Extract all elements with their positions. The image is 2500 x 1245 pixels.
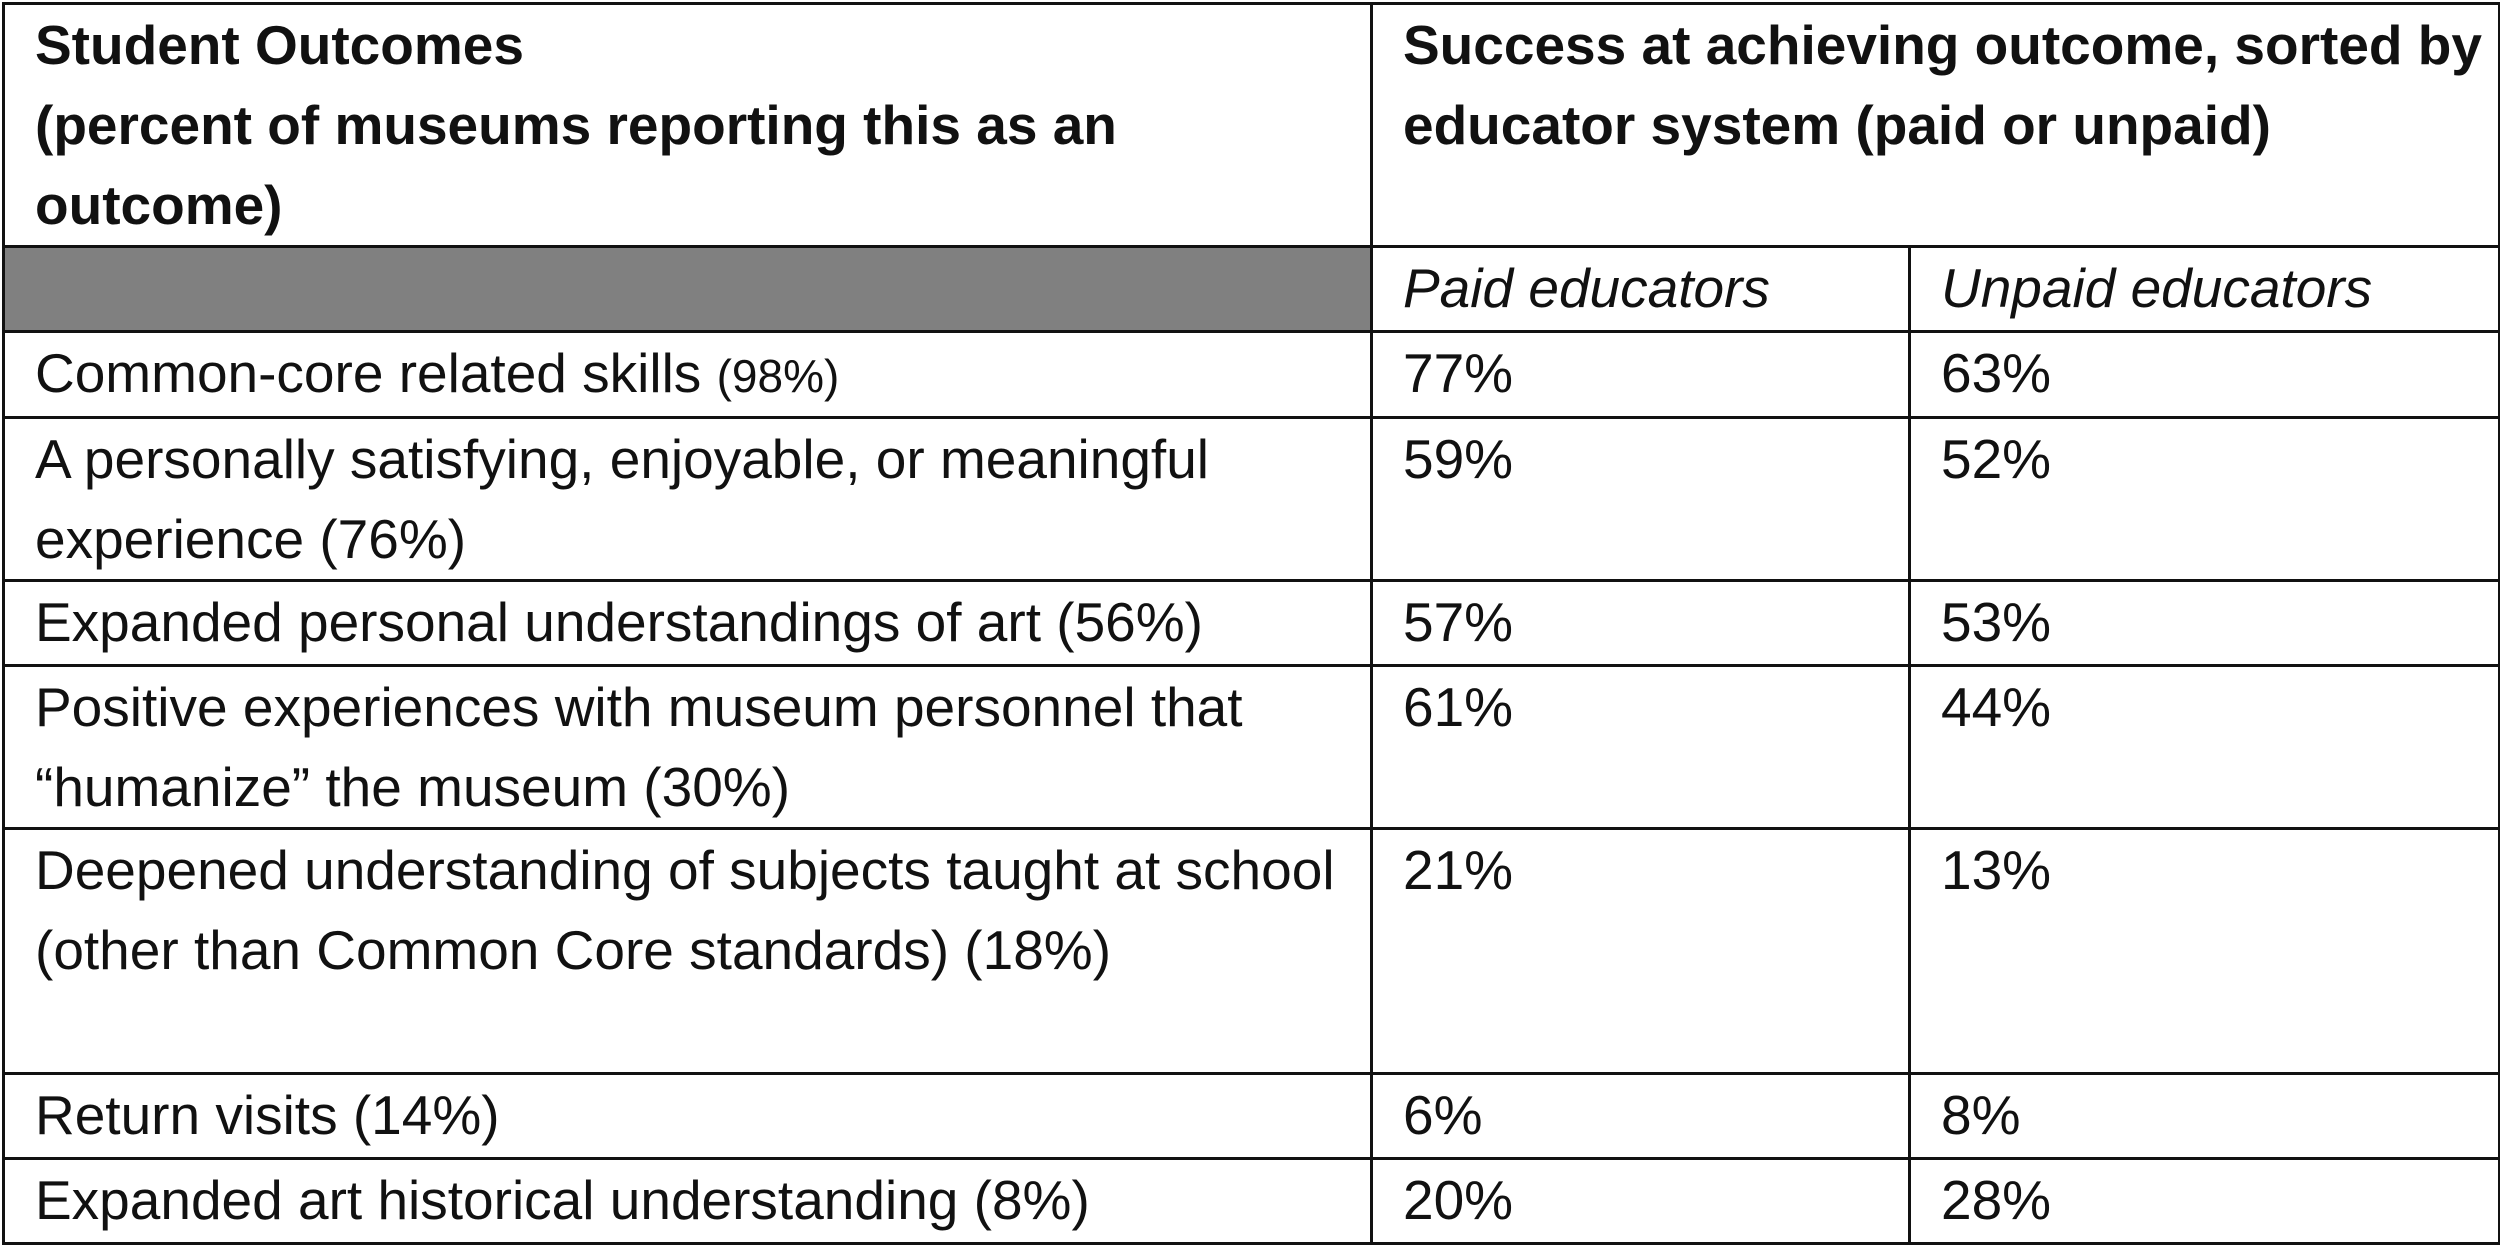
outcome-label: Common-core related skills: [35, 342, 702, 404]
unpaid-value-cell: 63%: [1910, 332, 2500, 418]
unpaid-value-cell: 53%: [1910, 581, 2500, 666]
table-row: [4, 581, 2500, 666]
paid-value-cell: 6%: [1372, 1074, 1910, 1159]
paid-value-cell: 20%: [1372, 1159, 1910, 1244]
outcomes-column-header: [4, 4, 1372, 247]
table-header-row: [4, 4, 2500, 247]
table-row: [4, 1074, 2500, 1159]
outcome-cell: Return visits (14%): [4, 1074, 1372, 1159]
unpaid-value-cell: 44%: [1910, 666, 2500, 829]
outcome-cell: Deepened understanding of subjects taught at school (other than Common Core standards) (18%): [4, 829, 1372, 1074]
outcome-cell: Expanded art historical understanding (8%): [4, 1159, 1372, 1244]
outcomes-header-subtitle: (percent of museums reporting this as an outcome): [35, 94, 1117, 236]
table-subheader-row: [4, 247, 2500, 332]
success-column-header: Success at achieving outcome, sorted by educator system (paid or unpaid): [1372, 4, 2500, 247]
table-row: [4, 332, 2500, 418]
outcome-cell: Positive experiences with museum personnel that “humanize” the museum (30%): [4, 666, 1372, 829]
paid-value-cell: 21%: [1372, 829, 1910, 1074]
outcome-percent: (98%): [716, 350, 840, 402]
table-row: [4, 666, 2500, 829]
paid-value-cell: 61%: [1372, 666, 1910, 829]
unpaid-educators-header: Unpaid educators: [1910, 247, 2500, 332]
unpaid-value-cell: 52%: [1910, 418, 2500, 581]
outcomes-table: [2, 2, 2500, 1245]
outcome-cell: Expanded personal understandings of art (56%): [4, 581, 1372, 666]
unpaid-value-cell: 13%: [1910, 829, 2500, 1074]
outcomes-header-title: Student Outcomes: [35, 14, 524, 76]
paid-value-cell: 59%: [1372, 418, 1910, 581]
grey-filler-cell: [4, 247, 1372, 332]
paid-value-cell: 57%: [1372, 581, 1910, 666]
paid-value-cell: 77%: [1372, 332, 1910, 418]
table-row: [4, 829, 2500, 1074]
table-row: [4, 1159, 2500, 1244]
outcome-cell: [4, 332, 1372, 418]
paid-educators-header: Paid educators: [1372, 247, 1910, 332]
outcome-cell: A personally satisfying, enjoyable, or meaningful experience (76%): [4, 418, 1372, 581]
unpaid-value-cell: 28%: [1910, 1159, 2500, 1244]
unpaid-value-cell: 8%: [1910, 1074, 2500, 1159]
table-row: [4, 418, 2500, 581]
